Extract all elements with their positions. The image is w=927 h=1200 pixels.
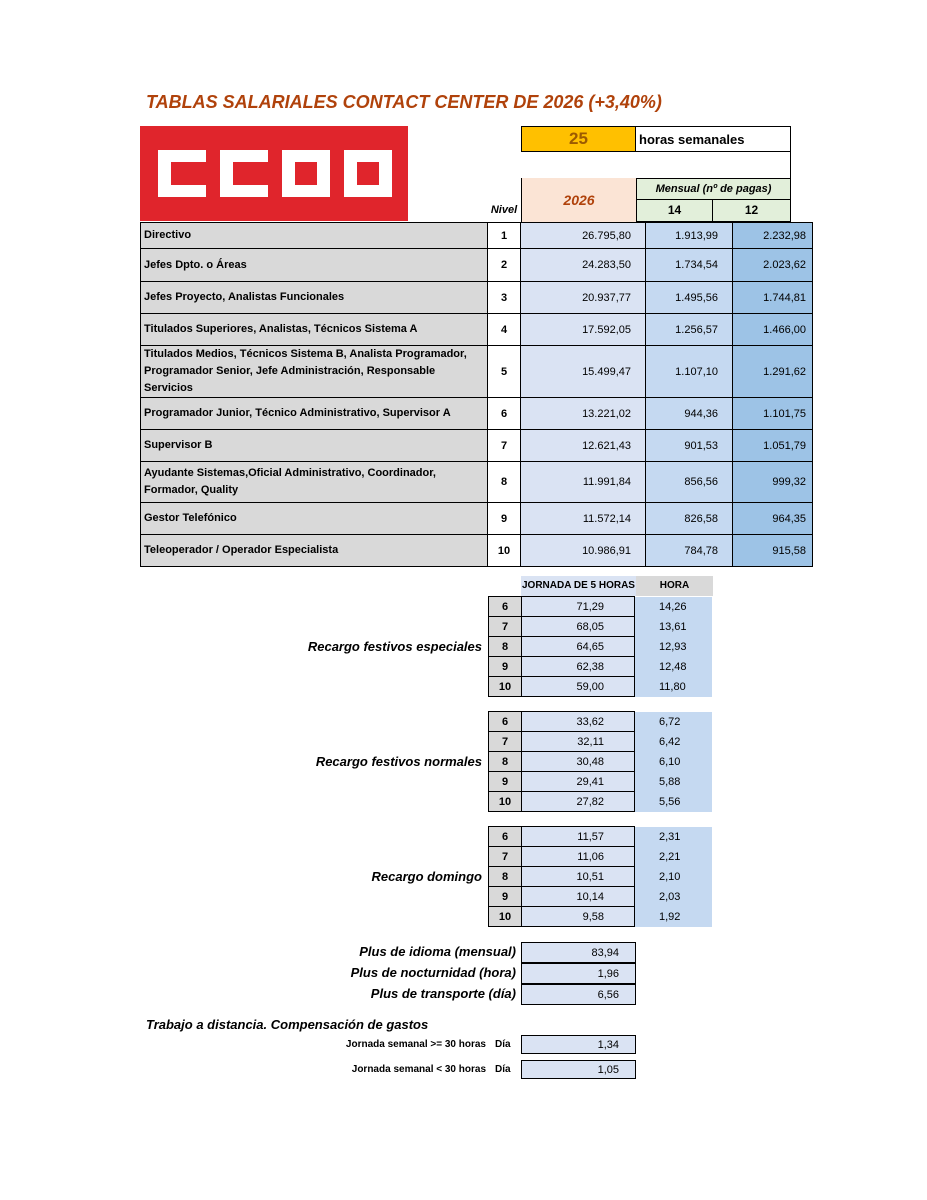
monthly-12-cell: 1.466,00	[733, 314, 813, 346]
surcharge-row	[489, 597, 712, 617]
telework-unit: Día	[495, 1039, 511, 1050]
surcharge-table	[488, 826, 712, 927]
level-cell: 9	[488, 503, 521, 535]
salary-row	[141, 535, 813, 567]
page-title: TABLAS SALARIALES CONTACT CENTER DE 2026 (+3,40%)	[146, 92, 662, 112]
surcharge-level-cell: 9	[489, 657, 522, 677]
level-cell: 3	[488, 282, 521, 314]
pays-12-header: 12	[713, 200, 791, 222]
surcharge-hora-cell: 6,72	[635, 712, 712, 732]
level-cell: 4	[488, 314, 521, 346]
salary-row	[141, 223, 813, 249]
surcharge-level-cell: 7	[489, 732, 522, 752]
surcharge-jornada-cell: 68,05	[522, 617, 635, 637]
annual-cell: 13.221,02	[521, 398, 646, 430]
surcharge-hora-cell: 5,88	[635, 772, 712, 792]
category-cell: Supervisor B	[141, 430, 488, 462]
salary-row	[141, 249, 813, 282]
jornada-header: JORNADA DE 5 HORAS	[521, 576, 636, 596]
surcharge-row	[489, 637, 712, 657]
header-spacer	[636, 152, 791, 178]
surcharge-label: Recargo festivos normales	[315, 754, 482, 769]
level-header: Nivel	[490, 204, 518, 216]
plus-label: Plus de nocturnidad (hora)	[350, 965, 516, 980]
monthly-12-cell: 1.291,62	[733, 346, 813, 398]
telework-unit: Día	[495, 1064, 511, 1075]
monthly-14-cell: 1.107,10	[646, 346, 733, 398]
surcharge-row	[489, 752, 712, 772]
salary-row	[141, 398, 813, 430]
salary-row	[141, 503, 813, 535]
surcharge-jornada-cell: 10,51	[522, 867, 635, 887]
monthly-14-cell: 1.256,57	[646, 314, 733, 346]
surcharge-hora-cell: 12,93	[635, 637, 712, 657]
salary-row	[141, 282, 813, 314]
surcharge-jornada-cell: 11,06	[522, 847, 635, 867]
monthly-12-cell: 2.232,98	[733, 223, 813, 249]
surcharge-row	[489, 677, 712, 697]
level-cell: 8	[488, 462, 521, 503]
annual-cell: 24.283,50	[521, 249, 646, 282]
surcharge-label: Recargo festivos especiales	[307, 639, 482, 654]
plus-value: 6,56	[521, 984, 636, 1005]
category-cell: Teleoperador / Operador Especialista	[141, 535, 488, 567]
surcharge-level-cell: 10	[489, 907, 522, 927]
category-cell: Jefes Proyecto, Analistas Funcionales	[141, 282, 488, 314]
surcharge-jornada-cell: 9,58	[522, 907, 635, 927]
category-cell: Jefes Dpto. o Áreas	[141, 249, 488, 282]
surcharge-row	[489, 867, 712, 887]
surcharge-hora-cell: 12,48	[635, 657, 712, 677]
telework-value: 1,05	[521, 1060, 636, 1079]
monthly-14-cell: 1.913,99	[646, 223, 733, 249]
ccoo-logo	[140, 126, 408, 221]
monthly-12-cell: 1.051,79	[733, 430, 813, 462]
level-cell: 5	[488, 346, 521, 398]
surcharge-jornada-cell: 71,29	[522, 597, 635, 617]
salary-row	[141, 346, 813, 398]
salary-row	[141, 430, 813, 462]
monthly-14-cell: 1.734,54	[646, 249, 733, 282]
category-cell: Titulados Superiores, Analistas, Técnicos Sistema A	[141, 314, 488, 346]
category-cell: Gestor Telefónico	[141, 503, 488, 535]
category-cell: Directivo	[141, 223, 488, 249]
annual-cell: 17.592,05	[521, 314, 646, 346]
plus-label: Plus de transporte (día)	[370, 986, 516, 1001]
surcharge-level-cell: 10	[489, 792, 522, 812]
surcharge-jornada-cell: 33,62	[522, 712, 635, 732]
surcharge-row	[489, 827, 712, 847]
level-cell: 2	[488, 249, 521, 282]
surcharge-hora-cell: 5,56	[635, 792, 712, 812]
surcharge-hora-cell: 14,26	[635, 597, 712, 617]
monthly-12-cell: 964,35	[733, 503, 813, 535]
level-cell: 10	[488, 535, 521, 567]
category-cell: Ayudante Sistemas,Oficial Administrativo, Coordinador, Formador, Quality	[141, 462, 488, 503]
salary-row	[141, 462, 813, 503]
annual-cell: 11.572,14	[521, 503, 646, 535]
monthly-12-cell: 2.023,62	[733, 249, 813, 282]
surcharge-row	[489, 907, 712, 927]
monthly-12-cell: 1.101,75	[733, 398, 813, 430]
surcharge-row	[489, 617, 712, 637]
surcharge-jornada-cell: 30,48	[522, 752, 635, 772]
surcharge-hora-cell: 2,21	[635, 847, 712, 867]
category-cell: Titulados Medios, Técnicos Sistema B, Analista Programador, Programador Senior, Jefe Administración, Responsable Servicios	[141, 346, 488, 398]
surcharge-level-cell: 6	[489, 597, 522, 617]
hours-label: horas semanales	[636, 126, 791, 152]
level-cell: 1	[488, 223, 521, 249]
surcharge-jornada-cell: 64,65	[522, 637, 635, 657]
surcharge-jornada-cell: 29,41	[522, 772, 635, 792]
surcharge-level-cell: 7	[489, 847, 522, 867]
surcharge-hora-cell: 6,10	[635, 752, 712, 772]
surcharge-level-cell: 9	[489, 772, 522, 792]
surcharge-table	[488, 711, 712, 812]
annual-cell: 26.795,80	[521, 223, 646, 249]
surcharge-jornada-cell: 27,82	[522, 792, 635, 812]
plus-label: Plus de idioma (mensual)	[359, 944, 516, 959]
annual-cell: 20.937,77	[521, 282, 646, 314]
telework-title: Trabajo a distancia. Compensación de gastos	[146, 1017, 429, 1032]
annual-cell: 12.621,43	[521, 430, 646, 462]
surcharge-hora-cell: 2,10	[635, 867, 712, 887]
category-cell: Programador Junior, Técnico Administrativo, Supervisor A	[141, 398, 488, 430]
monthly-12-cell: 915,58	[733, 535, 813, 567]
year-header: 2026	[521, 178, 636, 222]
monthly-12-cell: 1.744,81	[733, 282, 813, 314]
salary-table	[140, 222, 813, 567]
surcharge-row	[489, 732, 712, 752]
surcharge-jornada-cell: 62,38	[522, 657, 635, 677]
monthly-14-cell: 784,78	[646, 535, 733, 567]
surcharge-jornada-cell: 59,00	[522, 677, 635, 697]
annual-cell: 15.499,47	[521, 346, 646, 398]
surcharge-row	[489, 772, 712, 792]
monthly-14-cell: 1.495,56	[646, 282, 733, 314]
surcharge-level-cell: 9	[489, 887, 522, 907]
monthly-12-cell: 999,32	[733, 462, 813, 503]
surcharge-row	[489, 657, 712, 677]
annual-cell: 11.991,84	[521, 462, 646, 503]
surcharge-level-cell: 8	[489, 867, 522, 887]
salary-row	[141, 314, 813, 346]
surcharge-level-cell: 6	[489, 827, 522, 847]
surcharge-level-cell: 7	[489, 617, 522, 637]
surcharge-hora-cell: 2,31	[635, 827, 712, 847]
surcharge-level-cell: 8	[489, 637, 522, 657]
monthly-14-cell: 826,58	[646, 503, 733, 535]
surcharge-hora-cell: 1,92	[635, 907, 712, 927]
surcharge-row	[489, 792, 712, 812]
surcharge-hora-cell: 6,42	[635, 732, 712, 752]
surcharge-row	[489, 847, 712, 867]
surcharge-level-cell: 8	[489, 752, 522, 772]
surcharge-label: Recargo domingo	[371, 869, 482, 884]
hours-value: 25	[521, 126, 636, 152]
monthly-14-cell: 856,56	[646, 462, 733, 503]
plus-value: 1,96	[521, 963, 636, 984]
surcharge-hora-cell: 11,80	[635, 677, 712, 697]
annual-cell: 10.986,91	[521, 535, 646, 567]
surcharge-hora-cell: 13,61	[635, 617, 712, 637]
pays-14-header: 14	[636, 200, 713, 222]
monthly-14-cell: 901,53	[646, 430, 733, 462]
surcharge-jornada-cell: 11,57	[522, 827, 635, 847]
telework-value: 1,34	[521, 1035, 636, 1054]
level-cell: 6	[488, 398, 521, 430]
ccoo-logo-mark	[140, 126, 408, 221]
telework-label: Jornada semanal >= 30 horas	[345, 1039, 486, 1050]
monthly-14-cell: 944,36	[646, 398, 733, 430]
monthly-header: Mensual (nº de pagas)	[636, 178, 791, 200]
plus-value: 83,94	[521, 942, 636, 963]
surcharge-table	[488, 596, 712, 697]
surcharge-jornada-cell: 32,11	[522, 732, 635, 752]
surcharge-jornada-cell: 10,14	[522, 887, 635, 907]
surcharge-level-cell: 10	[489, 677, 522, 697]
level-cell: 7	[488, 430, 521, 462]
surcharge-row	[489, 712, 712, 732]
surcharge-level-cell: 6	[489, 712, 522, 732]
surcharge-row	[489, 887, 712, 907]
hora-header: HORA	[636, 576, 713, 596]
telework-label: Jornada semanal < 30 horas	[351, 1064, 486, 1075]
surcharge-hora-cell: 2,03	[635, 887, 712, 907]
